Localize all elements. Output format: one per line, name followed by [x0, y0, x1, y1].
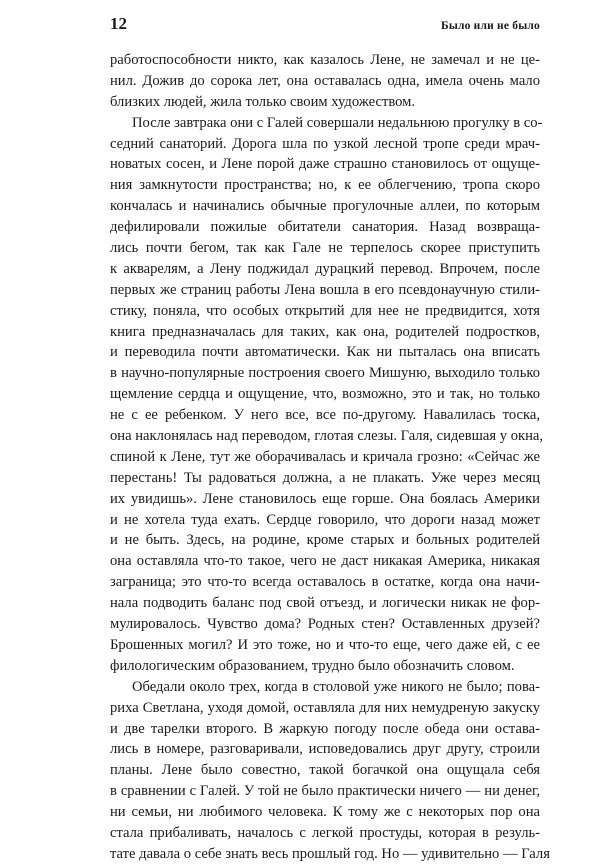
page-header — [110, 14, 540, 42]
text-line: к акварелям, а Лену поджидал дурацкий перевод. Впрочем, после — [110, 260, 540, 277]
text-line: ни семьи, ни любимого человека. К тому же с некоторых пор она — [110, 804, 540, 821]
text-line: мулировалось. Чувство дома? Родных стен? Оставленных друзей? — [110, 616, 540, 633]
text-line: заграница; это что-то всегда оставалось в остатке, когда она начи- — [110, 574, 540, 591]
text-line: и две тарелки второго. В жаркую погоду после обеда они остава- — [110, 720, 540, 737]
text-line: она оставляла что-то такое, чего не даст никакая Америка, никакая — [110, 553, 540, 570]
text-line: ния замкнутости пространства; но, к ее облегчению, тропа скоро — [110, 177, 540, 194]
text-line: Обедали около трех, когда в столовой уже никого не было; пова- — [132, 678, 540, 695]
text-line: После завтрака они с Галей совершали недальнюю прогулку в со- — [132, 114, 543, 131]
text-line: и не быть. Здесь, на родине, кроме старых и больных родителей — [110, 532, 540, 549]
book-page — [110, 14, 550, 865]
text-line: нил. Дожив до сорока лет, она оставалась одна, имела очень мало — [110, 72, 540, 89]
text-line: работоспособности никто, как казалось Лене, не замечал и не це- — [110, 52, 540, 68]
text-line: в сравнении с Галей. У той не было практически ничего — ни денег, — [110, 783, 540, 800]
text-line: не с ее ребенком. У него все, все по-другому. Навалилась тоска, — [110, 407, 540, 424]
text-line: спиной к Лене, тут же оборачивалась и кричала грозно: «Сейчас же — [110, 448, 540, 465]
text-line: стала прибаливать, началось с легкой простуды, которая в резуль- — [110, 824, 540, 841]
body-text — [110, 50, 550, 865]
running-title: Было или не было — [441, 20, 540, 32]
text-line: в научно-популярные построения своего Мишуню, выходило только — [110, 365, 540, 382]
text-line: Брошенных могил? И это тоже, но и что-то еще, чего даже ей, с ее — [110, 636, 540, 653]
text-line: седний санаторий. Дорога шла по узкой лесной тропе среди мрач- — [110, 135, 540, 152]
text-line: лись почти бегом, так как Гале не терпелось скорее приступить — [110, 240, 540, 257]
text-line: книга предназначалась для таких, как она, родителей подростков, — [110, 323, 540, 340]
text-line: дефилировали пожилые обитатели санатория. Назад возвраща- — [110, 219, 540, 236]
text-line: нала подводить баланс под свой отъезд, и логически никак не фор- — [110, 595, 540, 612]
text-line: близких людей, жила только своим художеством. — [110, 93, 416, 110]
text-line: она наклонялась над переводом, глотая слезы. Галя, сидевшая у окна, — [110, 428, 544, 445]
page-number: 12 — [110, 14, 127, 33]
text-line: их увидишь». Лене становилось еще горше. Она боялась Америки — [110, 490, 540, 507]
text-line: и не хотела туда ехать. Сердце говорило, что дороги назад может — [110, 511, 540, 528]
text-line: тате давала о себе знать весь прошлый год. Но — удивительно — Галя — [110, 845, 550, 862]
text-line: филологическим образованием, трудно было обозначить словом. — [110, 657, 515, 674]
text-line: риха Светлана, уходя домой, оставляла для них немудреную закуску — [110, 699, 540, 716]
text-line: новатых сосен, и Лене порой даже страшно становилось от ощуще- — [110, 156, 540, 173]
text-line: лись в номере, разговаривали, исповедовались друг другу, строили — [110, 741, 540, 758]
text-line: и переводила почти автоматически. Как ни пыталась она вписать — [110, 344, 540, 361]
text-line: первых же страниц работы Лена вошла в его псевдонаучную стили- — [110, 281, 540, 298]
text-line: кончалась и начинались обычные прогулочные аллеи, по которым — [110, 198, 540, 215]
text-line: стику, поняла, что особых открытий для нее не предвидится, хотя — [110, 302, 540, 319]
text-line: щемление сердца и ощущение, что, возможно, это и так, но только — [110, 386, 540, 403]
text-line: перестань! Ты радоваться должна, а не плакать. Уже через месяц — [110, 469, 540, 486]
text-line: планы. Лене было совестно, такой богачкой она ощущала себя — [110, 762, 540, 779]
